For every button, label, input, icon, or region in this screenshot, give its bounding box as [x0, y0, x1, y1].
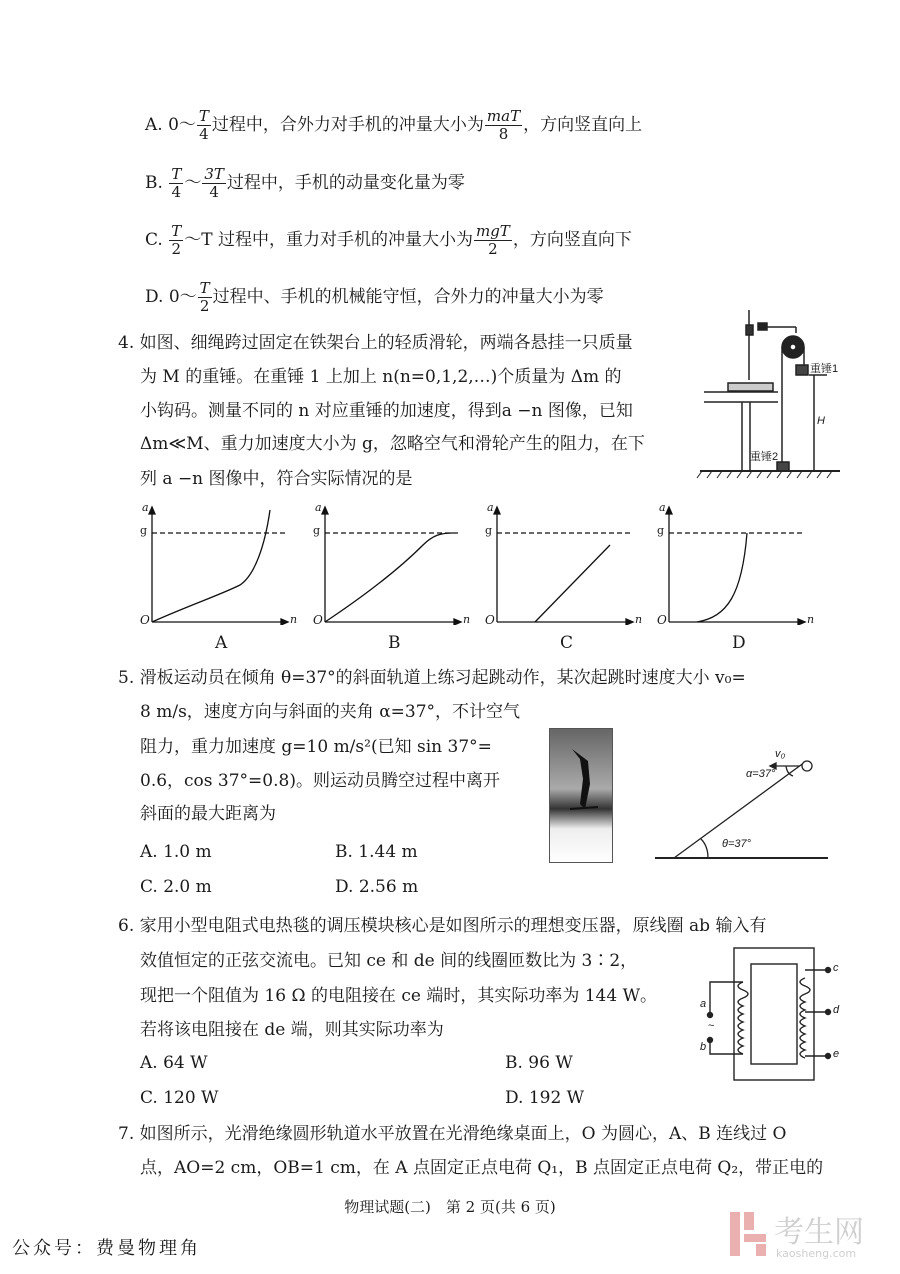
svg-text:kaosheng.com: kaosheng.com [776, 1247, 857, 1260]
origin-label: O [313, 613, 323, 627]
terminal-d-label: d [833, 1004, 840, 1016]
q3-option-a [145, 108, 642, 143]
text: 过程中，合外力对手机的冲量大小为 [211, 115, 484, 135]
g-label: g [485, 524, 493, 537]
q6-line: 效值恒定的正弦交流电。已知 ce 和 de 间的线圈匝数比为 3∶2， [140, 951, 638, 971]
x-axis-label: n [635, 613, 643, 626]
y-axis-label: a [315, 501, 322, 514]
origin-label: O [657, 613, 667, 627]
q4-line: 列 a −n 图像中，符合实际情况的是 [140, 469, 413, 489]
terminal-e-label: e [833, 1048, 840, 1060]
graph-option-label: D [732, 633, 746, 653]
q6-option-c: C. 120 W [140, 1088, 219, 1108]
curve [535, 545, 610, 622]
terminal-c-label: c [833, 962, 839, 974]
q5-line: 5. 滑板运动员在倾角 θ=37°的斜面轨道上练习起跳动作，某次起跳时速度大小 v₀= [118, 668, 746, 688]
curve [152, 510, 270, 622]
graph-option-label: C [560, 633, 574, 653]
curve [697, 533, 747, 622]
terminal-a-label: a [700, 998, 707, 1010]
pulley-figure [690, 305, 890, 485]
q5-line: 8 m/s，速度方向与斜面的夹角 α=37°，不计空气 [140, 702, 521, 722]
graph-option-label: A [215, 633, 228, 653]
q4-line: 小钩码。测量不同的 n 对应重锤的加速度，得到a −n 图像，已知 [140, 401, 633, 421]
q7-line: 7. 如图所示，光滑绝缘圆形轨道水平放置在光滑绝缘桌面上，O 为圆心，A、B 连线过 O [118, 1124, 787, 1144]
q4-line: 4. 如图、细绳跨过固定在铁架台上的轻质滑轮，两端各悬挂一只质量 [118, 333, 633, 353]
terminal-b-label: b [700, 1041, 707, 1053]
q6-option-d: D. 192 W [505, 1088, 585, 1108]
q4-line: Δm≪M、重力加速度大小为 g，忽略空气和滑轮产生的阻力，在下 [140, 434, 645, 454]
graph-d [657, 501, 817, 655]
v0-label: v₀ [775, 748, 786, 760]
q6-option-b: B. 96 W [505, 1053, 573, 1073]
q4-line: 为 M 的重锤。在重锤 1 上加上 n(n=0,1,2,…)个质量为 Δm 的 [140, 367, 622, 387]
transformer-figure [700, 940, 840, 1085]
svg-text:考生网: 考生网 [774, 1215, 864, 1250]
ac-symbol: ~ [708, 1020, 715, 1032]
x-axis-label: n [290, 613, 298, 626]
graph-b [313, 501, 473, 655]
graph-option-label: B [388, 633, 401, 653]
q5-option-d: D. 2.56 m [335, 877, 419, 897]
theta-label: θ=37° [722, 838, 752, 850]
q3-option-d: D. 0～ $\frac{T}{2}$ 过程中、手机的机械能守恒，合外力的冲量大小为零 [145, 279, 604, 315]
q5-line: 阻力，重力加速度 g=10 m/s²(已知 sin 37°= [140, 737, 492, 757]
curve [325, 533, 453, 622]
graph-a [140, 501, 300, 655]
g-label: g [313, 524, 321, 537]
q5-line: 0.6，cos 37°=0.8)。则运动员腾空过程中离开 [140, 771, 500, 791]
q6-line: 若将该电阻接在 de 端，则其实际功率为 [140, 1020, 444, 1040]
q3-option-b: B. $\frac{T}{4}$ ～ $\frac{3T}{4}$ 过程中，手机的动量变化量为零 [145, 165, 465, 201]
y-axis-label: a [142, 501, 149, 514]
text: ，方向竖直向上 [523, 115, 643, 135]
text: A. 0～ [145, 115, 196, 135]
x-axis-label: n [807, 613, 815, 626]
kaosheng-logo [728, 1206, 878, 1261]
skateboarder-photo [549, 728, 613, 863]
slope-figure [650, 748, 830, 865]
g-label: g [657, 524, 665, 537]
q3-option-c: C. $\frac{T}{2}$ ～T 过程中，重力对手机的冲量大小为 mgT 2 ，方向竖直向下 [145, 222, 632, 258]
q7-line: 点，AO=2 cm，OB=1 cm，在 A 点固定正点电荷 Q₁，B 点固定正点电荷 Q₂，带正电的 [140, 1158, 824, 1178]
weight1-label: 重锤1 [810, 363, 839, 375]
q6-line: 现把一个阻值为 16 Ω 的电阻接在 ce 端时，其实际功率为 144 W。 [140, 986, 658, 1006]
y-axis-label: a [659, 501, 666, 514]
q5-option-c: C. 2.0 m [140, 877, 212, 897]
origin-label: O [485, 613, 495, 627]
graph-c [485, 501, 645, 655]
g-label: g [140, 524, 148, 537]
alpha-label: α=37° [746, 768, 776, 780]
origin-label: O [140, 613, 150, 627]
height-label: H [817, 415, 825, 427]
y-axis-label: a [487, 501, 494, 514]
weight2-label: 重锤2 [750, 451, 779, 463]
q5-option-a: A. 1.0 m [140, 842, 212, 862]
fraction: $\frac{T}{4}$ [198, 107, 209, 143]
page-footer: 物理试题(二) 第 2 页(共 6 页) [344, 1198, 556, 1216]
x-axis-label: n [463, 613, 471, 626]
q5-option-b: B. 1.44 m [335, 842, 418, 862]
fraction: maT 8 [486, 107, 521, 143]
q6-option-a: A. 64 W [140, 1053, 208, 1073]
watermark-text: 公众号：费曼物理角 [12, 1238, 201, 1259]
q6-line: 6. 家用小型电阻式电热毯的调压模块核心是如图所示的理想变压器，原线圈 ab 输入有 [118, 916, 767, 936]
q5-line: 斜面的最大距离为 [140, 804, 276, 824]
